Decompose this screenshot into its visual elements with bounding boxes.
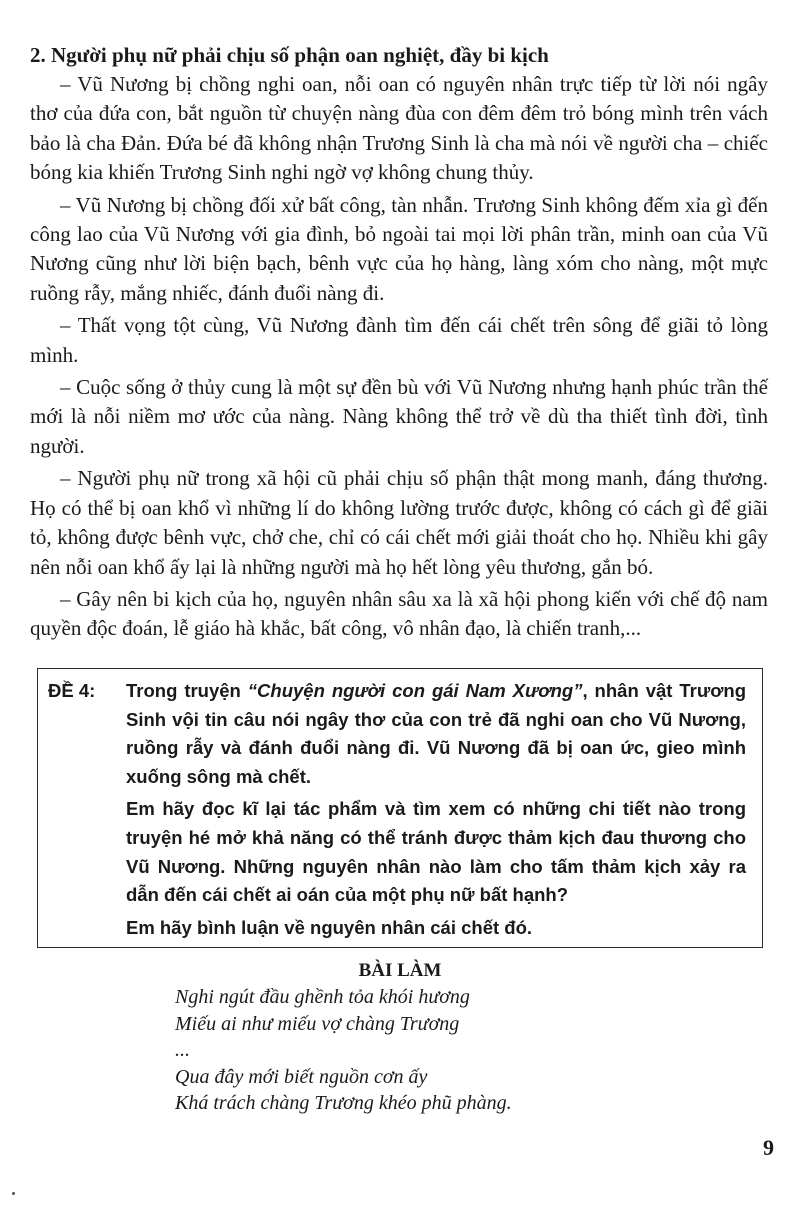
- exercise-label: ĐỀ 4:: [48, 680, 96, 701]
- exercise-task: Em hãy bình luận về nguyên nhân cái chết đó.: [126, 916, 533, 938]
- exercise-intro: Trong truyện: [126, 680, 248, 701]
- paragraph: – Gây nên bi kịch của họ, nguyên nhân sâu xa là xã hội phong kiến với chế độ nam quyền độc đoán, lễ giáo hà khắc, bất công, vô nhân đạo, là chiến tranh,...: [30, 586, 768, 641]
- paragraph: – Người phụ nữ trong xã hội cũ phải chịu số phận thật mong manh, đáng thương. Họ có thể bị oan khổ vì những lí do không lường trước được, không có cách gì để giãi tỏ, không được bênh vực, chở che, chỉ có cái chết mới giải thoát cho họ. Nhiều khi gây nên nỗi oan khổ ấy lại là những người mà họ hết lòng yêu thương, gắn bó.: [30, 466, 768, 579]
- poem-line: Miếu ai như miếu vợ chàng Trương: [175, 1012, 460, 1035]
- exercise-box: [37, 668, 763, 948]
- paragraph: – Thất vọng tột cùng, Vũ Nương đành tìm đến cái chết trên sông để giãi tỏ lòng mình.: [30, 313, 768, 367]
- story-title: “Chuyện người con gái Nam Xương”: [247, 680, 583, 701]
- paragraph: – Cuộc sống ở thủy cung là một sự đền bù với Vũ Nương nhưng hạnh phúc trần thế mới là nỗi niềm mơ ước của nàng. Nàng không thể trở về dù tha thiết tình đời, tình người.: [30, 375, 768, 458]
- section-heading: 2. Người phụ nữ phải chịu số phận oan nghiệt, đầy bi kịch: [30, 43, 549, 67]
- page-number: 9: [763, 1135, 774, 1160]
- answer-heading: BÀI LÀM: [358, 960, 442, 981]
- paragraph: – Vũ Nương bị chồng nghi oan, nỗi oan có nguyên nhân trực tiếp từ lời nói ngây thơ của đứa con, bắt nguồn từ chuyện nàng đùa con đêm đêm trỏ bóng mình trên vách bảo là cha Đản. Đứa bé đã không nhận Trương Sinh là cha mà nói về người cha – chiếc bóng kia khiến Trương Sinh nghi ngờ vợ không chung thủy.: [30, 72, 768, 185]
- exercise-row: [48, 677, 746, 942]
- exercise-prompt: [126, 677, 746, 791]
- exercise-content: [126, 677, 746, 942]
- poem-line: Qua đây mới biết nguồn cơn ấy: [175, 1065, 428, 1088]
- poem-ellipsis: ...: [175, 1039, 190, 1061]
- exercise-prompt-rest: , nhân vật Trương Sinh vội tin câu nói ngây thơ của con trẻ đã nghi oan cho Vũ Nương, ruồng rẫy và đánh đuổi nàng đi. Vũ Nương đã bị oan ức, gieo mình xuống sông mà chết.: [126, 680, 746, 787]
- paragraph: – Vũ Nương bị chồng đối xử bất công, tàn nhẫn. Trương Sinh không đếm xỉa gì đến công lao của Vũ Nương với gia đình, bỏ ngoài tai mọi lời phân trần, minh oan của Vũ Nương cũng như lời biện bạch, bênh vực của họ hàng, làng xóm cho nàng, một mực ruồng rẫy, mắng nhiếc, đánh đuổi nàng đi.: [30, 192, 768, 305]
- poem-line: Khá trách chàng Trương khéo phũ phàng.: [175, 1092, 512, 1114]
- exercise-task: Em hãy đọc kĩ lại tác phẩm và tìm xem có những chi tiết nào trong truyện hé mở khả năng có thể tránh được thảm kịch đau thương cho Vũ Nương. Những nguyên nhân nào làm cho tấm thảm kịch xảy ra dẫn đến cái chết ai oán của một phụ nữ bất hạnh?: [126, 798, 746, 906]
- scan-speck: [12, 1192, 15, 1195]
- poem-line: Nghi ngút đầu ghềnh tỏa khói hương: [175, 986, 470, 1008]
- section-body: [30, 70, 768, 647]
- poem: [175, 984, 735, 1117]
